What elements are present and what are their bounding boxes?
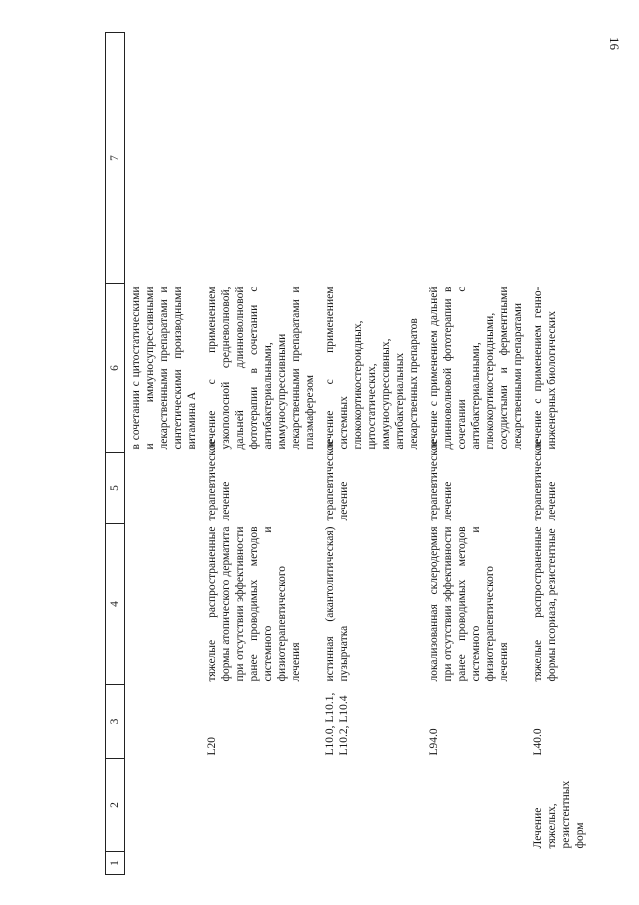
cell-icd-code xyxy=(125,685,206,759)
cell-treatment-method: лечение с применением генно-инженерных биологических xyxy=(532,286,558,450)
cell-icd-code: L40.0 xyxy=(532,728,544,756)
cell-col-7 xyxy=(205,33,323,284)
cell-treatment-type: терапевтическое лечение xyxy=(206,439,232,521)
cell-col-7 xyxy=(323,33,427,284)
cell-col-7 xyxy=(531,33,593,284)
header-col-1: 1 xyxy=(106,852,125,875)
cell-col-1 xyxy=(323,852,427,875)
header-col-7: 7 xyxy=(106,33,125,284)
cell-icd-code: L20 xyxy=(206,736,218,756)
table-row xyxy=(205,33,323,875)
cell-patient-model: тяжелые распространенные формы псориаза, резистентные xyxy=(532,526,558,682)
cell-patient-model xyxy=(125,524,206,685)
header-col-5: 5 xyxy=(106,453,125,524)
cell-treatment-method: лечение с применением узкополосной средневолновой, дальней длинноволновой фототерапии в сочетании с антибактериальными, иммуносупрессивными лекарственными препаратами и плазмаферезом xyxy=(206,286,316,450)
header-col-2: 2 xyxy=(106,759,125,852)
cell-treatment-type: терапевтическое лечение xyxy=(324,439,350,521)
cell-profile: Лечение тяжелых, резистентных форм xyxy=(532,780,586,849)
cell-patient-model: истинная (акантолитическая) пузырчатка xyxy=(324,526,350,682)
cell-treatment-type xyxy=(125,453,206,524)
table-row xyxy=(125,33,206,875)
header-col-3: 3 xyxy=(106,685,125,759)
cell-col-1 xyxy=(125,852,206,875)
table-row xyxy=(427,33,531,875)
header-col-6: 6 xyxy=(106,284,125,453)
cell-col-7 xyxy=(427,33,531,284)
cell-col-1 xyxy=(427,852,531,875)
header-col-4: 4 xyxy=(106,524,125,685)
cell-treatment-method: в сочетании с цитостатическими и иммуносупрессивными лекарственными препаратами и синтетическими производными витамина А xyxy=(130,286,198,450)
table-header-row xyxy=(106,33,125,875)
cell-treatment-type: терапевтическое лечение xyxy=(532,439,558,521)
cell-col-1 xyxy=(531,852,593,875)
table-row xyxy=(323,33,427,875)
cell-icd-code: L94.0 xyxy=(428,728,440,756)
cell-profile xyxy=(427,759,531,852)
cell-profile xyxy=(323,759,427,852)
cell-profile xyxy=(125,759,206,852)
table-row xyxy=(531,33,593,875)
cell-icd-code: L10.0, L10.1, L10.2, L10.4 xyxy=(324,692,350,756)
page-number: 16 xyxy=(607,37,622,50)
cell-treatment-method: лечение с применением системных глюкокортикостероидных, цитостатических, иммуносупрессивных, антибактериальных лекарственных препаратов xyxy=(324,286,420,450)
cell-treatment-type: терапевтическое лечение xyxy=(428,439,454,521)
cell-patient-model: тяжелые распространенные формы атопического дерматита при отсутствии эффективности ранее проводимых методов системного и физиотерапевтического лечения xyxy=(206,526,302,682)
treatment-table xyxy=(105,32,593,875)
cell-col-7 xyxy=(125,33,206,284)
cell-treatment-method: лечение с применением дальней длинноволновой фототерапии в сочетании с антибактериальными, глюкокортикостероидными, сосудистыми и ферментными лекарственными препаратами xyxy=(428,286,524,450)
cell-col-1 xyxy=(205,852,323,875)
cell-profile xyxy=(205,759,323,852)
rotated-page-content xyxy=(105,40,635,875)
cell-patient-model: локализованная склеродермия при отсутствии эффективности ранее проводимых методов системного и физиотерапевтического лечения xyxy=(428,526,510,682)
